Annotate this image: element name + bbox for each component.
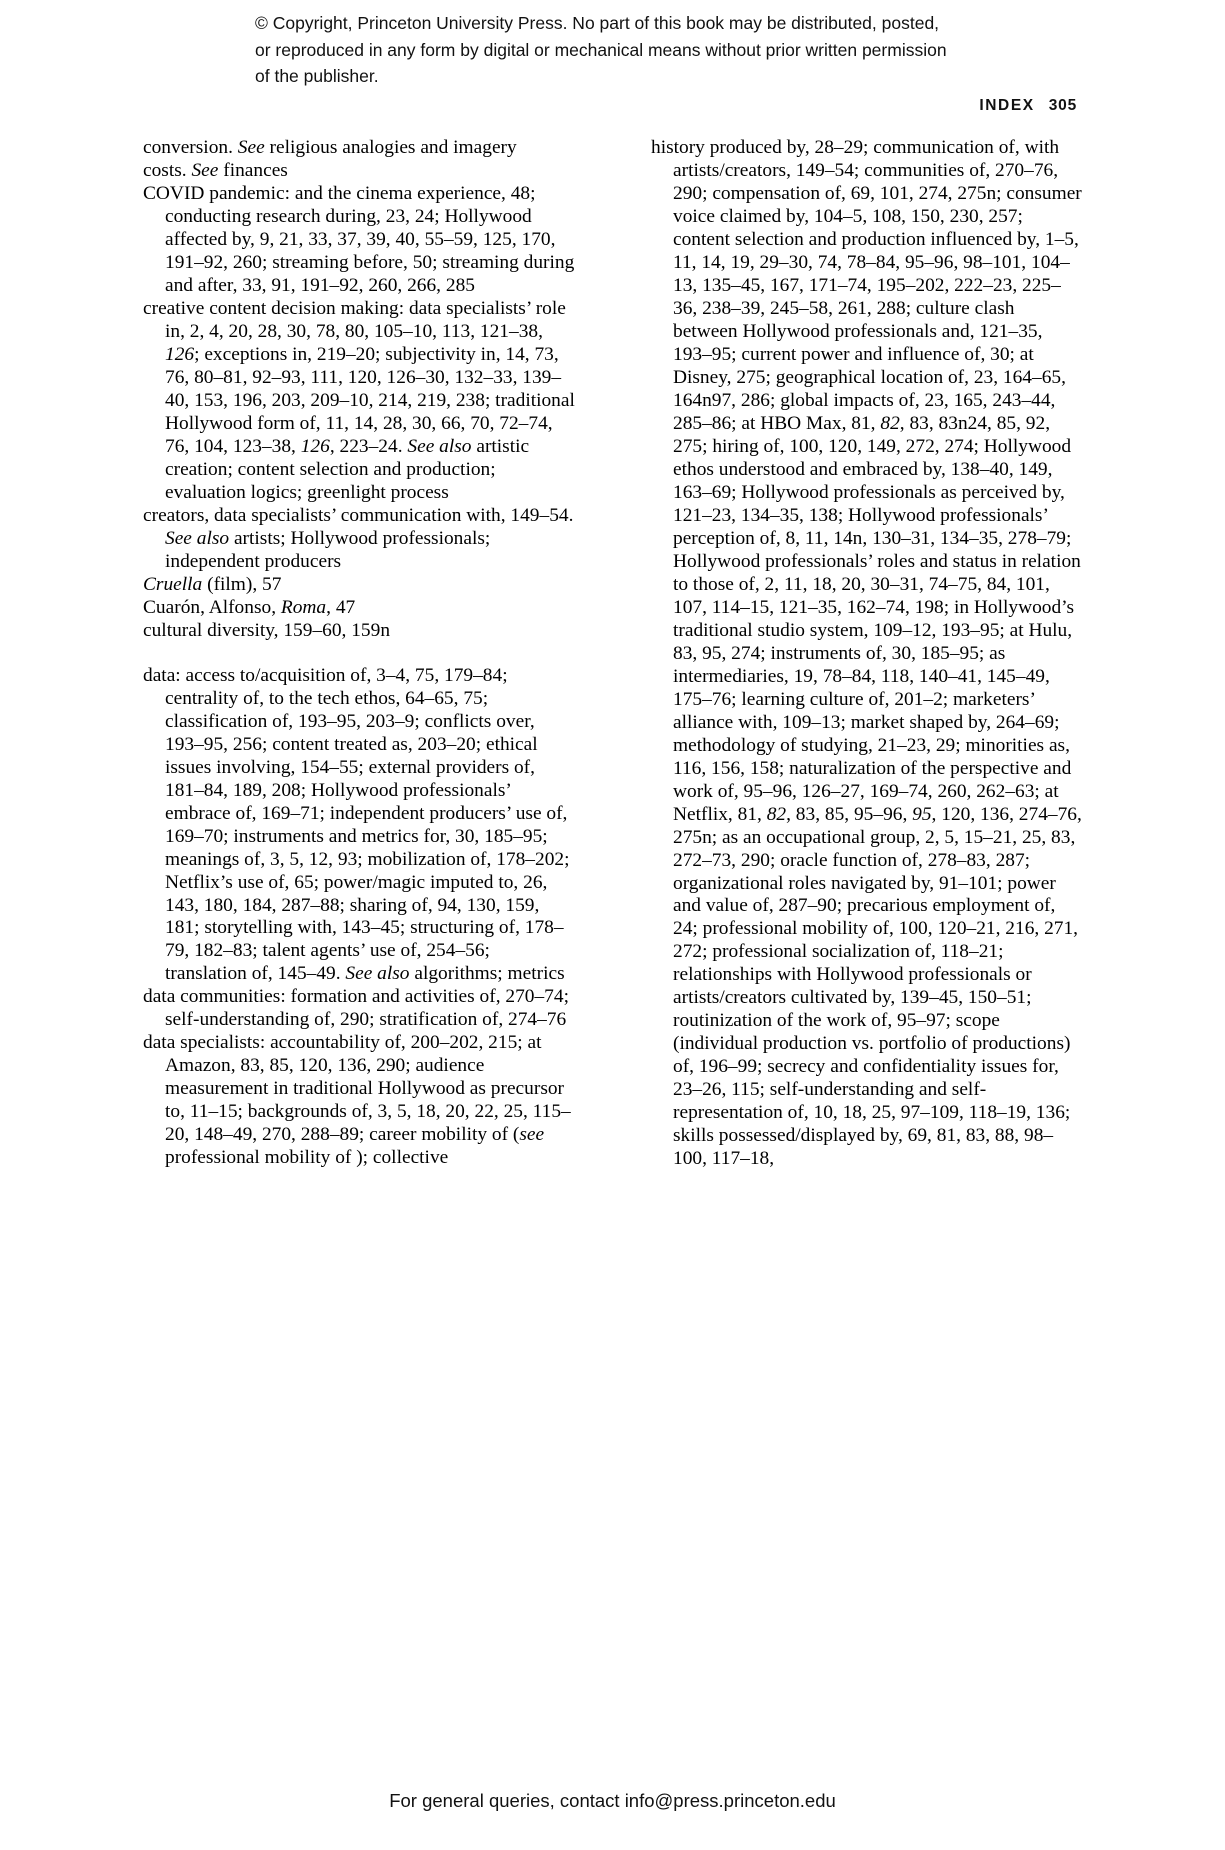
running-head	[979, 97, 1077, 115]
entry-text-italic: See	[237, 137, 265, 158]
entry-text: religious analogies and imagery	[264, 137, 517, 158]
index-columns	[143, 137, 1083, 1171]
entry-text: data specialists: accountability of, 200–202, 215; at Amazon, 83, 85, 120, 136, 290; audience measurement in traditional Hollywood as precursor to, 11–15; backgrounds of, 3, 5, 18, 20, 22, 25, 115–20, 148–49, 270, 288–89; career mobility of (	[143, 1032, 571, 1146]
index-column-left	[143, 137, 575, 1171]
entry-text: , 83, 85, 95–96,	[786, 803, 913, 825]
entry-text: creative content decision making: data specialists’ role in, 2, 4, 20, 28, 30, 78, 80, 105–10, 113, 121–38,	[143, 297, 566, 342]
entry-text-italic: 82	[880, 412, 900, 434]
entry-text: artists; Hollywood professionals; independent producers	[165, 527, 491, 572]
index-entry	[143, 1032, 575, 1170]
entry-text: artistic creation; content selection and production; evaluation logics; greenlight process	[165, 435, 530, 503]
index-entry	[143, 183, 575, 298]
index-column-right	[651, 137, 1083, 1171]
entry-text-italic: 82	[766, 803, 787, 825]
entry-text: costs.	[143, 159, 192, 181]
entry-text: , 120, 136, 274–76, 275n; as an occupational group, 2, 5, 15–21, 25, 83, 272–73, 290; oracle function of, 278–83, 287; organizational roles navigated by, 91–101; power and value of, 287–90; precarious employment of, 24; professional mobility of, 100, 120–21, 216, 271, 272; professional socialization of, 118–21; relationships with Hollywood professionals or artists/creators cultivated by, 139–45, 150–51; routinization of the work of, 95–97; scope (individual production vs. portfolio of productions) of, 196–99; secrecy and confidentiality issues for, 23–26, 115; self-understanding and self-representation of, 10, 18, 25, 97–109, 118–19, 136; skills possessed/displayed by, 69, 81, 83, 88, 98–100, 117–18,	[673, 803, 1082, 1170]
entry-text-italic: Roma	[280, 596, 327, 618]
entry-text-italic: See	[191, 159, 219, 181]
entry-text: conversion.	[143, 137, 238, 158]
entry-text-italic: See also	[345, 963, 410, 985]
running-head-label: INDEX	[979, 97, 1035, 114]
entry-group-spacer	[143, 643, 575, 665]
entry-text-italic: see	[519, 1124, 545, 1146]
entry-text-italic: Cruella	[143, 573, 203, 595]
entry-text: Cuarón, Alfonso,	[143, 596, 281, 618]
entry-text: , 47	[326, 596, 356, 618]
entry-text: data: access to/acquisition of, 3–4, 75, 179–84; centrality of, to the tech ethos, 64–65, 75; classification of, 193–95, 203–9; conflicts over, 193–95, 256; content treated as, 203–20; ethical issues involving, 154–55; external providers of, 181–84, 189, 208; Hollywood professionals’ embrace of, 169–71; independent producers’ use of, 169–70; instruments and metrics for, 30, 185–95; meanings of, 3, 5, 12, 93; mobilization of, 178–202; Netflix’s use of, 65; power/magic imputed to, 26, 143, 180, 184, 287–88; sharing of, 94, 130, 159, 181; storytelling with, 143–45; structuring of, 178–79, 182–83; talent agents’ use of, 254–56; translation of, 145–49.	[143, 664, 570, 985]
entry-text: COVID pandemic: and the cinema experience, 48; conducting research during, 23, 24; Hollywood affected by, 9, 21, 33, 37, 39, 40, 55–59, 125, 170, 191–92, 260; streaming before, 50; streaming during and after, 33, 91, 191–92, 260, 266, 285	[143, 182, 575, 296]
entry-text-italic: See also	[407, 435, 472, 457]
page-number: 305	[1048, 97, 1077, 114]
entry-text: , 83, 83n24, 85, 92, 275; hiring of, 100, 120, 149, 272, 274; Hollywood ethos understood and embraced by, 138–40, 149, 163–69; Hollywood professionals as perceived by, 121–23, 134–35, 138; Hollywood professionals’ perception of, 8, 11, 14n, 130–31, 134–35, 278–79; Hollywood professionals’ roles and status in relation to those of, 2, 11, 18, 20, 30–31, 74–75, 84, 101, 107, 114–15, 121–35, 162–74, 198; in Hollywood’s traditional studio system, 109–12, 193–95; at Hulu, 83, 95, 274; instruments of, 30, 185–95; as intermediaries, 19, 78–84, 118, 140–41, 145–49, 175–76; learning culture of, 201–2; marketers’ alliance with, 109–13; market shaped by, 264–69; methodology of studying, 21–23, 29; minorities as, 116, 156, 158; naturalization of the perspective and work of, 95–96, 126–27, 169–74, 260, 262–63; at Netflix, 81,	[673, 412, 1081, 825]
entry-text: professional mobility of ); collective	[165, 1147, 449, 1169]
entry-text-italic: 95	[912, 803, 932, 825]
index-entry	[143, 620, 575, 643]
index-entry	[143, 505, 575, 574]
entry-text-italic: 126	[165, 343, 195, 365]
entry-text: creators, data specialists’ communication with, 149–54.	[143, 504, 574, 526]
index-entry	[143, 597, 575, 620]
copyright-notice: © Copyright, Princeton University Press. No part of this book may be distributed, posted, or reproduced in any form by digital or mechanical means without prior written permission of the publisher.	[255, 13, 947, 87]
entry-text: , 223–24.	[329, 435, 408, 457]
index-entry	[143, 986, 575, 1032]
index-entry	[143, 574, 575, 597]
entry-text: history produced by, 28–29; communication of, with artists/creators, 149–54; communities of, 270–76, 290; compensation of, 69, 101, 274, 275n; consumer voice claimed by, 104–5, 108, 150, 230, 257; content selection and production influenced by, 1–5, 11, 14, 19, 29–30, 74, 78–84, 95–96, 98–101, 104–13, 135–45, 167, 171–74, 195–202, 222–23, 225–36, 238–39, 245–58, 261, 288; culture clash between Hollywood professionals and, 121–35, 193–95; current power and influence of, 30; at Disney, 275; geographical location of, 23, 164–65, 164n97, 286; global impacts of, 23, 165, 243–44, 285–86; at HBO Max, 81,	[651, 137, 1082, 434]
entry-text: cultural diversity, 159–60, 159n	[143, 619, 391, 641]
entry-text: (film), 57	[202, 573, 282, 595]
index-entry	[143, 665, 575, 987]
entry-text-italic: 126	[300, 435, 330, 457]
entry-text: algorithms; metrics	[409, 963, 565, 985]
index-entry	[143, 137, 575, 160]
entry-text: ; exceptions in, 219–20; subjectivity in, 14, 73, 76, 80–81, 92–93, 111, 120, 126–30, 132–33, 139–40, 153, 196, 203, 209–10, 214, 219, 238; traditional Hollywood form of, 11, 14, 28, 30, 66, 70, 72–74, 76, 104, 123–38,	[165, 343, 575, 457]
entry-text: finances	[218, 159, 288, 181]
index-entry	[651, 137, 1083, 1171]
index-entry	[143, 160, 575, 183]
entry-text: data communities: formation and activities of, 270–74; self-understanding of, 290; stratification of, 274–76	[143, 986, 569, 1031]
page-footer: For general queries, contact info@press.princeton.edu	[389, 1790, 836, 1811]
index-entry	[143, 298, 575, 505]
entry-text-italic: See also	[165, 527, 230, 549]
